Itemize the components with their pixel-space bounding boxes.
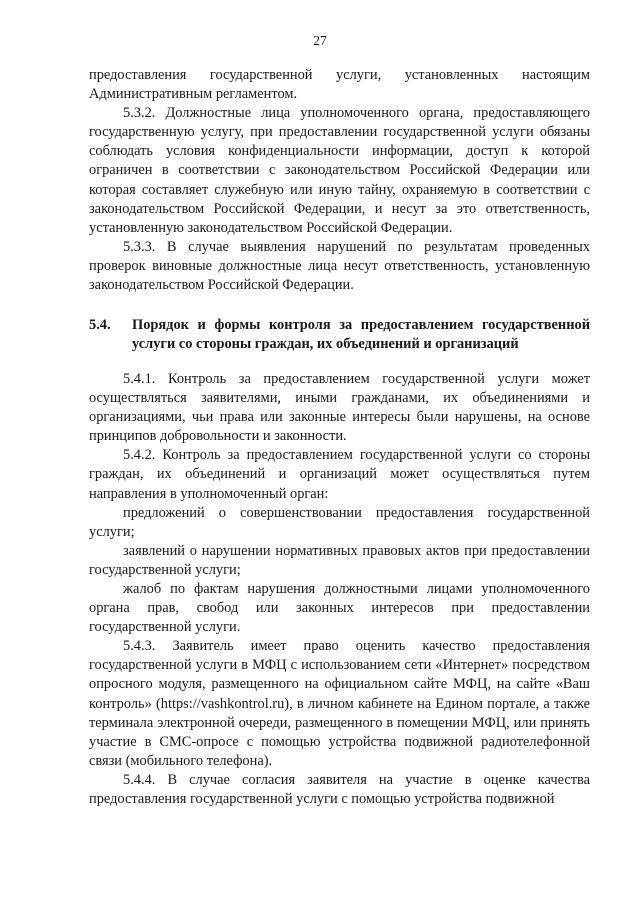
paragraph-5-4-3: 5.4.3. Заявитель имеет право оценить качество предоставления государственной услуги в МФЦ с использованием сети «Интернет» посредством опросного модуля, размещенного на официальном сайте МФЦ, на сайте «Ваш контроль» (https://vashkontrol.ru), в личном кабинете на Едином портале, а также терминала электронной очереди, размещенного в помещении МФЦ, или принять участие в СМС-опросе с помощью устройства подвижной радиотелефонной связи (мобильного телефона). bbox=[89, 638, 590, 769]
paragraph-5-3-3: 5.3.3. В случае выявления нарушений по результатам проведенных проверок виновные должностные лица несут ответственность, установленную законодательством Российской Федерации. bbox=[89, 238, 590, 294]
list-item-complaints: жалоб по фактам нарушения должностными лицами уполномоченного органа прав, свобод или законных интересов при предоставлении государственной услуги. bbox=[89, 580, 590, 636]
list-item-statements: заявлений о нарушении нормативных правовых актов при предоставлении государственной услуги; bbox=[89, 542, 590, 578]
page-number: 27 bbox=[313, 33, 327, 48]
section-heading-5-4 bbox=[89, 316, 590, 353]
paragraph-continuation: предоставления государственной услуги, установленных настоящим Административным регламентом. bbox=[89, 67, 590, 103]
paragraph-5-3-2: 5.3.2. Должностные лица уполномоченного органа, предоставляющего государственную услугу, при предоставлении государственной услуги обязаны соблюдать условия конфиденциальности информации, доступ к которой ограничен в соответствии с законодательством Российской Федерации или которая составляет служебную или иную тайну, охраняемую в соответствии с законодательством Российской Федерации, и несут за это ответственность, установленную законодательством Российской Федерации. bbox=[89, 105, 590, 236]
section-title: Порядок и формы контроля за предоставлением государственной услуги со стороны граждан, их объединений и организаций bbox=[132, 317, 590, 352]
paragraph-5-4-1: 5.4.1. Контроль за предоставлением государственной услуги может осуществляться заявителями, иными гражданами, их объединениями и организациями, чьи права или законные интересы были нарушены, на основе принципов добровольности и законности. bbox=[89, 370, 590, 445]
list-item-proposals: предложений о совершенствовании предоставления государственной услуги; bbox=[89, 504, 590, 540]
paragraph-5-4-2: 5.4.2. Контроль за предоставлением государственной услуги со стороны граждан, их объединений и организаций может осуществляться путем направления в уполномоченный орган: bbox=[89, 447, 590, 502]
section-number: 5.4. bbox=[89, 317, 111, 334]
paragraph-5-4-4: 5.4.4. В случае согласия заявителя на участие в оценке качества предоставления государственной услуги с помощью устройства подвижной bbox=[89, 771, 590, 807]
page-body bbox=[89, 66, 590, 809]
